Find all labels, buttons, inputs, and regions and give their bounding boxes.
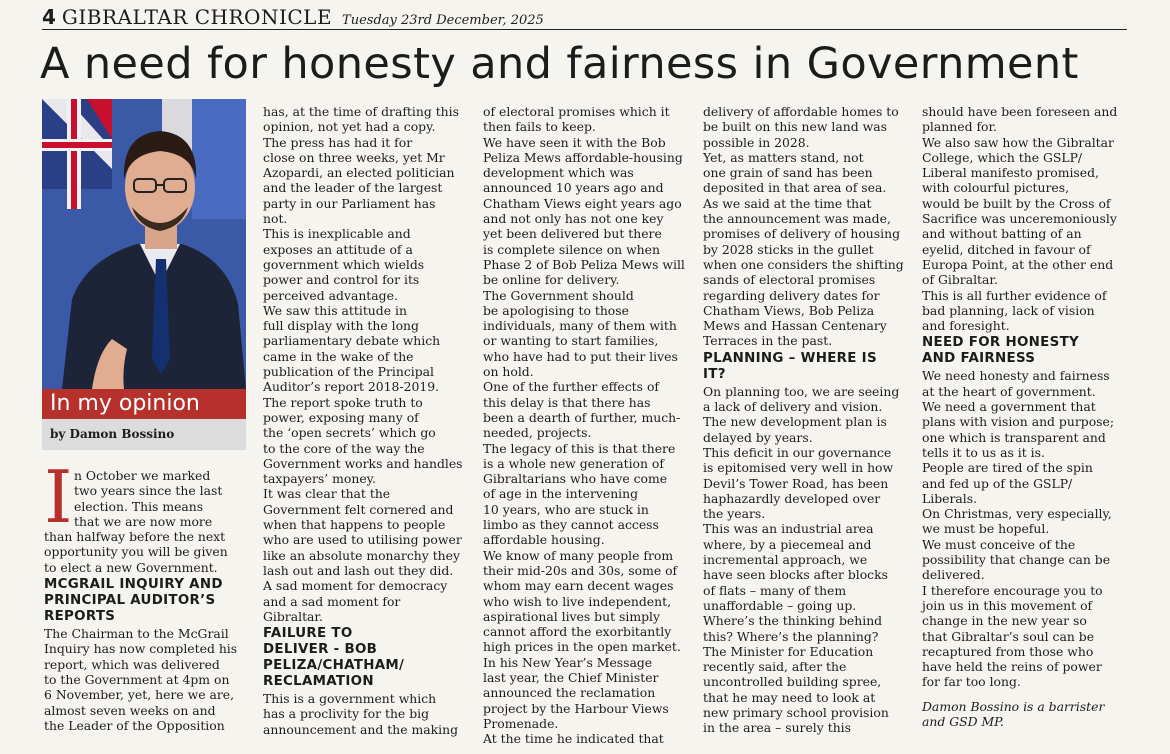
text-line: On planning too, we are seeing [703,383,900,399]
text-line: I therefore encourage you to [922,582,1103,598]
text-line: recently said, after the [703,659,847,675]
text-line: report, which was delivered [44,656,220,672]
text-line: parliamentary debate which [263,333,441,349]
text-line: Government felt cornered and [263,501,454,517]
subheading-line: IT? [703,366,726,382]
text-line: Devil’s Tower Road, has been [703,475,889,491]
text-line: and fed up of the GSLP/ [922,475,1073,491]
text-line: Mews and Hassan Centenary [703,318,887,334]
text-line: in the area – surely this [703,720,851,736]
opinion-label: In my opinion [42,389,246,419]
text-line: This deficit in our governance [703,444,892,460]
paragraph [263,104,473,624]
text-line: Terraces in the past. [703,333,833,349]
text-line: affordable housing. [483,532,605,548]
text-line: Government works and handles [263,455,463,471]
paragraph [483,104,693,746]
text-line: Peliza Mews affordable-housing [483,149,683,165]
text-line: have seen blocks after blocks [703,567,888,583]
text-line: be built on this new land was [703,119,887,135]
text-line: election. This means [74,498,204,514]
paragraph [44,626,254,733]
text-line: is complete silence on when [483,241,660,257]
text-line: of electoral promises which it [483,104,670,119]
paper-name: GIBRALTAR CHRONICLE [61,5,333,29]
text-line: have held the reins of power [922,659,1102,675]
text-line: We need honesty and fairness [922,368,1110,384]
text-line: recaptured from those who [922,643,1094,659]
text-line: Where’s the thinking behind [703,613,883,629]
text-line: the ‘open secrets’ which go [263,425,436,441]
text-line: whom may earn decent wages [483,578,674,594]
text-line: then fails to keep. [483,119,596,135]
text-line: who have had to put their lives [483,348,678,364]
text-line: regarding delivery dates for [703,287,880,303]
paragraph [703,104,913,349]
text-line: of flats – many of them [703,582,847,598]
text-line: where, by a piecemeal and [703,536,872,552]
text-line: this delay is that there has [483,394,651,410]
text-line: perceived advantage. [263,287,398,303]
masthead [42,5,1127,30]
subheading-mcgrail [44,577,254,625]
text-line: has a proclivity for the big [263,706,430,722]
text-line: The Government should [483,287,634,303]
article-column-2 [263,104,473,737]
text-line: As we said at the time that [703,195,872,211]
text-line: unaffordable – going up. [703,597,857,613]
subheading-failure-to-deliver [263,626,473,690]
text-line: two years since the last [74,483,223,499]
text-line: Gibraltarians who have come [483,471,668,487]
signoff-line: Damon Bossino is a barrister [922,698,1105,714]
text-line: The new development plan is [703,414,887,430]
text-line: Auditor’s report 2018-2019. [263,379,440,395]
text-line: one grain of sand has been [703,165,873,181]
paragraph [922,104,1132,333]
text-line: than halfway before the next [44,529,226,545]
text-line: This was an industrial area [703,521,874,537]
paragraph [263,691,473,737]
text-line: We know of many people from [483,547,674,563]
text-line: is a whole new generation of [483,455,664,471]
text-line: This is inexplicable and [263,226,411,242]
text-line: sands of electoral promises [703,272,876,288]
text-line: Azopardi, an elected politician [263,165,455,181]
text-line: The Minister for Education [703,643,874,659]
text-line: Liberal manifesto promised, [922,165,1099,181]
text-line: Sacrifice was unceremoniously [922,211,1117,227]
text-line: high prices in the open market. [483,639,681,655]
text-line: One of the further effects of [483,379,659,395]
text-line: change in the new year so [922,613,1087,629]
text-line: Promenade. [483,715,559,731]
subheading-line: DELIVER - BOB [263,642,378,658]
text-line: development which was [483,165,634,181]
text-line: College, which the GSLP/ [922,149,1083,165]
text-line: this? Where’s the planning? [703,628,879,644]
text-line: Yet, as matters stand, not [703,149,864,165]
text-line: on hold. [483,364,534,380]
subheading-line: RECLAMATION [263,674,374,690]
text-line: exposes an attitude of a [263,241,413,257]
text-line: At the time he indicated that [483,731,664,747]
text-line: aspirational lives but simply [483,608,660,624]
text-line: eyelid, ditched in favour of [922,241,1091,257]
text-line: when that happens to people [263,517,446,533]
text-line: possible in 2028. [703,134,810,150]
text-line: We need a government that [922,399,1096,415]
text-line: close on three weeks, yet Mr [263,149,445,165]
text-line: haphazardly developed over [703,490,881,506]
text-line: Gibraltar. [263,608,323,624]
text-line: been a dearth of further, much- [483,409,681,425]
author-portrait-image [42,99,246,389]
subheading-honesty-fairness [922,335,1132,367]
text-line: planned for. [922,119,997,135]
text-line: We also saw how the Gibraltar [922,134,1114,150]
text-line: and the leader of the largest [263,180,443,196]
text-line: Inquiry has now completed his [44,641,238,657]
text-line: lash out and lash out they did. [263,562,454,578]
text-line: The press has had it for [263,134,413,150]
text-line: announced the reclamation [483,685,656,701]
text-line: who are used to utilising power [263,532,462,548]
text-line: join us in this movement of [922,597,1093,613]
text-line: It was clear that the [263,486,391,502]
text-line: and foresight. [922,318,1010,334]
intro-paragraph [44,455,254,575]
text-line: This is a government which [263,691,437,707]
subheading-line: PELIZA/CHATHAM/ [263,658,405,674]
text-line: bad planning, lack of vision [922,302,1095,318]
drop-cap: I [44,455,73,539]
text-line: 10 years, who are stuck in [483,501,649,517]
text-line: who wish to live independent, [483,593,672,609]
text-line: and a sad moment for [263,593,401,609]
text-line: Europa Point, at the other end [922,256,1114,272]
text-line: or wanting to start families, [483,333,659,349]
text-line: needed, projects. [483,425,592,441]
text-line: possibility that change can be [922,552,1111,568]
text-line: announcement and the making [263,721,459,737]
text-line: party in our Parliament has [263,195,436,211]
text-line: individuals, many of them with [483,318,677,334]
text-line: opportunity you will be given [44,544,228,560]
text-line: we must be hopeful. [922,521,1050,537]
subheading-line: AND FAIRNESS [922,351,1036,367]
text-line: incremental approach, we [703,552,868,568]
paragraph [922,368,1132,689]
text-line: On Christmas, very especially, [922,506,1112,522]
text-line: at the heart of government. [922,383,1096,399]
text-line: A sad moment for democracy [263,578,448,594]
subheading-line: NEED FOR HONESTY [922,335,1080,351]
text-line: last year, the Chief Minister [483,669,659,685]
text-line: has, at the time of drafting this [263,104,459,119]
text-line: when one considers the shifting [703,256,904,272]
text-line: yet been delivered but there [483,226,662,242]
text-line: plans with vision and purpose; [922,414,1115,430]
text-line: would be built by the Cross of [922,195,1111,211]
text-line: the announcement was made, [703,211,891,227]
text-line: of Gibraltar. [922,272,998,288]
text-line: We have seen it with the Bob [483,134,666,150]
article-column-4 [703,104,913,736]
subheading-line: REPORTS [44,609,116,625]
text-line: opinion, not yet had a copy. [263,119,436,135]
text-line: be online for delivery. [483,272,620,288]
text-line: to the core of the way the [263,440,425,456]
page-number: 4 [42,5,56,29]
text-line: delayed by years. [703,429,813,445]
text-line: Phase 2 of Bob Peliza Mews will [483,256,685,272]
text-line: 6 November, yet, here we are, [44,687,235,703]
text-line: uncontrolled building spree, [703,674,882,690]
text-line: We must conceive of the [922,536,1076,552]
text-line: publication of the Principal [263,364,435,380]
text-line: the Leader of the Opposition [44,717,225,733]
signoff-line: and GSD MP. [922,713,1004,729]
text-line: This is all further evidence of [922,287,1107,303]
headline: A need for honesty and fairness in Government [40,39,1079,89]
text-line: with colourful pictures, [922,180,1070,196]
text-line: for far too long. [922,674,1021,690]
text-line: Chatham Views, Bob Peliza [703,302,875,318]
text-line: The Chairman to the McGrail [44,626,229,642]
subheading-planning [703,351,913,383]
text-line: not. [263,211,288,227]
text-line: government which wields [263,256,425,272]
text-line: The report spoke truth to [263,394,423,410]
text-line: the years. [703,506,766,522]
text-line: power, exposing many of [263,409,419,425]
subheading-line: FAILURE TO [263,626,353,642]
text-line: is epitomised very well in how [703,460,894,476]
text-line: of age in the intervening [483,486,639,502]
article-column-3 [483,104,693,746]
text-line: and not only has not one key [483,211,664,227]
author-photo-panel [42,99,246,450]
text-line: full display with the long [263,318,419,334]
text-line: delivered. [922,567,985,583]
text-line: deposited in that area of sea. [703,180,887,196]
author-byline: by Damon Bossino [50,427,175,441]
text-line: In his New Year’s Message [483,654,653,670]
issue-date: Tuesday 23rd December, 2025 [342,13,544,28]
author-photo [42,99,246,389]
text-line: almost seven weeks on and [44,702,216,718]
text-line: The legacy of this is that there [483,440,676,456]
text-line: and without batting of an [922,226,1082,242]
text-line: n October we marked [74,468,211,483]
text-line: their mid-20s and 30s, some of [483,562,678,578]
text-line: taxpayers’ money. [263,471,376,487]
text-line: delivery of affordable homes to [703,104,899,119]
subheading-line: PRINCIPAL AUDITOR’S [44,593,216,609]
text-line: power and control for its [263,272,420,288]
article-column-5 [922,104,1132,729]
text-line: like an absolute monarchy they [263,547,460,563]
text-line: be apologising to those [483,302,629,318]
text-line: a lack of delivery and vision. [703,399,883,415]
article-column-1 [44,455,254,733]
text-line: to elect a new Government. [44,559,218,575]
text-line: should have been foreseen and [922,104,1118,119]
subheading-line: PLANNING – WHERE IS [703,350,877,366]
paragraph [703,384,913,736]
text-line: limbo as they cannot access [483,517,659,533]
text-line: that we are now more [74,513,213,529]
text-line: tells it to us as it is. [922,444,1045,460]
text-line: project by the Harbour Views [483,700,669,716]
text-line: cannot afford the exorbitantly [483,624,672,640]
text-line: People are tired of the spin [922,460,1093,476]
text-line: that he may need to look at [703,689,876,705]
text-line: announced 10 years ago and [483,180,664,196]
text-line: that Gibraltar’s soul can be [922,628,1095,644]
author-signoff [922,699,1132,730]
text-line: one which is transparent and [922,429,1106,445]
text-line: promises of delivery of housing [703,226,901,242]
text-line: to the Government at 4pm on [44,671,230,687]
text-line: We saw this attitude in [263,302,407,318]
text-line: Liberals. [922,490,978,506]
subheading-line: MCGRAIL INQUIRY AND [44,577,223,593]
text-line: new primary school provision [703,704,889,720]
text-line: Chatham Views eight years ago [483,195,682,211]
text-line: by 2028 sticks in the gullet [703,241,874,257]
text-line: came in the wake of the [263,348,414,364]
